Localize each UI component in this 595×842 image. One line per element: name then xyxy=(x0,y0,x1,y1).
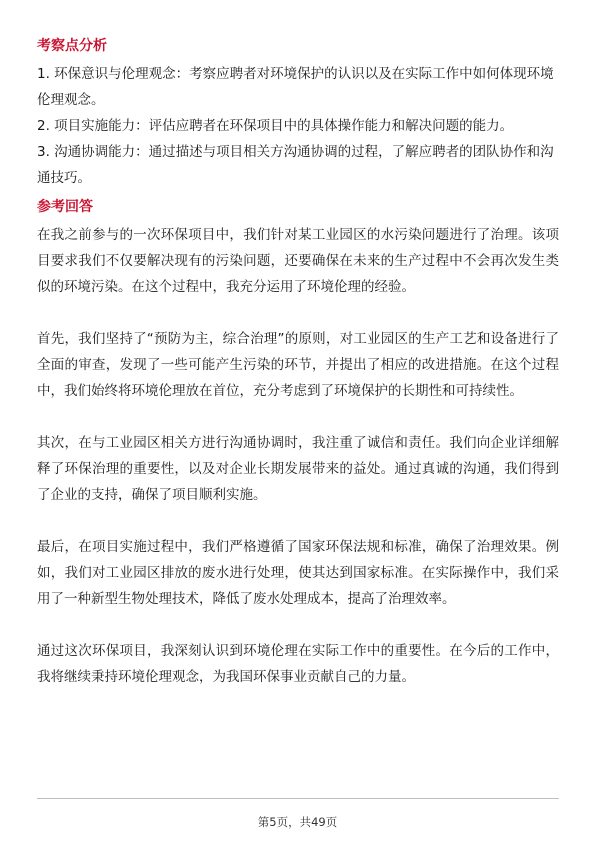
answer-paragraph: 通过这次环保项目，我深刻认识到环境伦理在实际工作中的重要性。在今后的工作中，我将继续秉持环境伦理观念，为我国环保事业贡献自己的力量。 xyxy=(37,643,559,685)
answer-paragraph: 首先，我们坚持了“预防为主，综合治理”的原则，对工业园区的生产工艺和设备进行了全面的审查，发现了一些可能产生污染的环节，并提出了相应的改进措施。在这个过程中，我们始终将环境伦理放在首位，充分考虑到了环境保护的长期性和可持续性。 xyxy=(37,331,559,399)
answer-body xyxy=(37,222,559,690)
page-content xyxy=(37,36,559,690)
analysis-points xyxy=(37,61,559,191)
analysis-point: 3. 沟通协调能力：通过描述与项目相关方沟通协调的过程，了解应聘者的团队协作和沟通技巧。 xyxy=(37,144,554,186)
analysis-point: 2. 项目实施能力：评估应聘者在环保项目中的具体操作能力和解决问题的能力。 xyxy=(37,118,514,134)
answer-paragraph: 在我之前参与的一次环保项目中，我们针对某工业园区的水污染问题进行了治理。该项目要求我们不仅要解决现有的污染问题，还要确保在未来的生产过程中不会再次发生类似的环境污染。在这个过程中，我充分运用了环境伦理的经验。 xyxy=(37,227,559,295)
answer-paragraph: 其次，在与工业园区相关方进行沟通协调时，我注重了诚信和责任。我们向企业详细解释了环保治理的重要性，以及对企业长期发展带来的益处。通过真诚的沟通，我们得到了企业的支持，确保了项目顺利实施。 xyxy=(37,435,559,503)
page-number: 第5页，共49页 xyxy=(257,815,338,829)
answer-paragraph: 最后，在项目实施过程中，我们严格遵循了国家环保法规和标准，确保了治理效果。例如，我们对工业园区排放的废水进行处理，使其达到国家标准。在实际操作中，我们采用了一种新型生物处理技术，降低了废水处理成本，提高了治理效率。 xyxy=(37,539,559,607)
footer-divider xyxy=(37,798,559,799)
analysis-point: 1. 环保意识与伦理观念：考察应聘者对环境保护的认识以及在实际工作中如何体现环境伦理观念。 xyxy=(37,66,554,108)
analysis-heading: 考察点分析 xyxy=(37,38,107,54)
answer-heading: 参考回答 xyxy=(37,199,93,215)
